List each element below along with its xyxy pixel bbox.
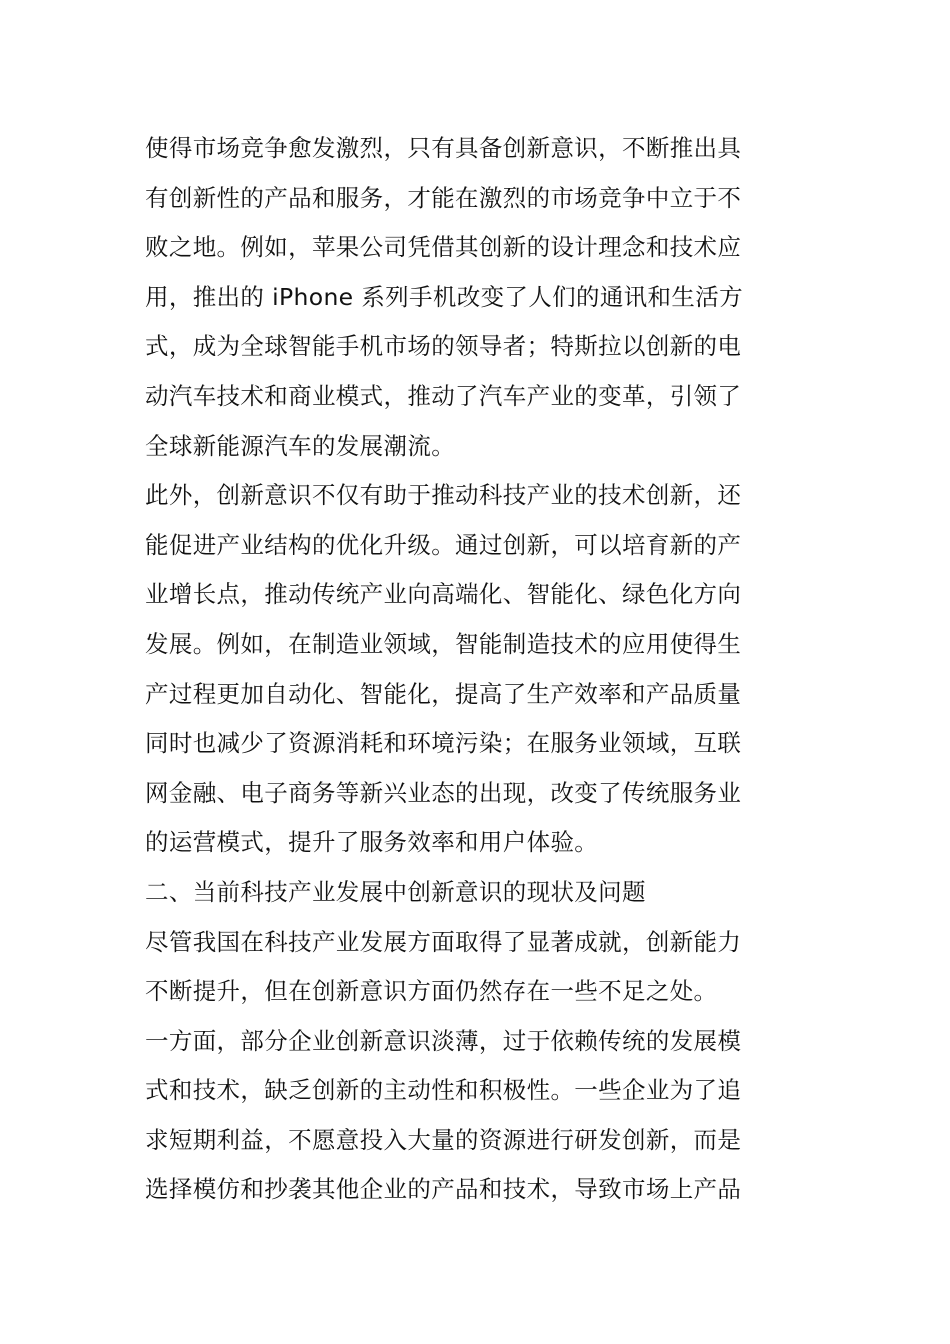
text-line: 尽管我国在科技产业发展方面取得了显著成就，创新能力 xyxy=(145,927,742,956)
text-line: 一方面，部分企业创新意识淡薄，过于依赖传统的发展模 xyxy=(145,1026,742,1055)
text-line: 用，推出的 iPhone 系列手机改变了人们的通讯和生活方 xyxy=(145,282,743,311)
text-line: 此外，创新意识不仅有助于推动科技产业的技术创新，还 xyxy=(145,481,742,510)
text-line: 式，成为全球智能手机市场的领导者；特斯拉以创新的电 xyxy=(145,332,742,361)
text-line: 同时也减少了资源消耗和环境污染；在服务业领域，互联 xyxy=(145,729,742,758)
text-line: 选择模仿和抄袭其他企业的产品和技术，导致市场上产品 xyxy=(145,1175,742,1204)
text-line: 能促进产业结构的优化升级。通过创新，可以培育新的产 xyxy=(145,530,742,559)
text-line: 式和技术，缺乏创新的主动性和积极性。一些企业为了追 xyxy=(145,1076,742,1105)
text-line: 败之地。例如，苹果公司凭借其创新的设计理念和技术应 xyxy=(145,233,742,262)
text-line: 业增长点，推动传统产业向高端化、智能化、绿色化方向 xyxy=(145,580,742,609)
text-line: 网金融、电子商务等新兴业态的出现，改变了传统服务业 xyxy=(145,778,742,807)
text-line: 动汽车技术和商业模式，推动了汽车产业的变革，引领了 xyxy=(145,381,742,410)
text-line: 的运营模式，提升了服务效率和用户体验。 xyxy=(145,828,599,857)
text-line: 求短期利益，不愿意投入大量的资源进行研发创新，而是 xyxy=(145,1125,742,1154)
text-line: 产过程更加自动化、智能化，提高了生产效率和产品质量 xyxy=(145,679,742,708)
text-line: 有创新性的产品和服务，才能在激烈的市场竞争中立于不 xyxy=(145,183,742,212)
text-line: 全球新能源汽车的发展潮流。 xyxy=(145,431,456,460)
text-line: 使得市场竞争愈发激烈，只有具备创新意识，不断推出具 xyxy=(145,134,742,162)
section-heading: 二、当前科技产业发展中创新意识的现状及问题 xyxy=(145,877,646,906)
document-body xyxy=(145,124,810,1215)
text-line: 不断提升，但在创新意识方面仍然存在一些不足之处。 xyxy=(145,977,718,1006)
text-line: 发展。例如，在制造业领域，智能制造技术的应用使得生 xyxy=(145,629,742,658)
